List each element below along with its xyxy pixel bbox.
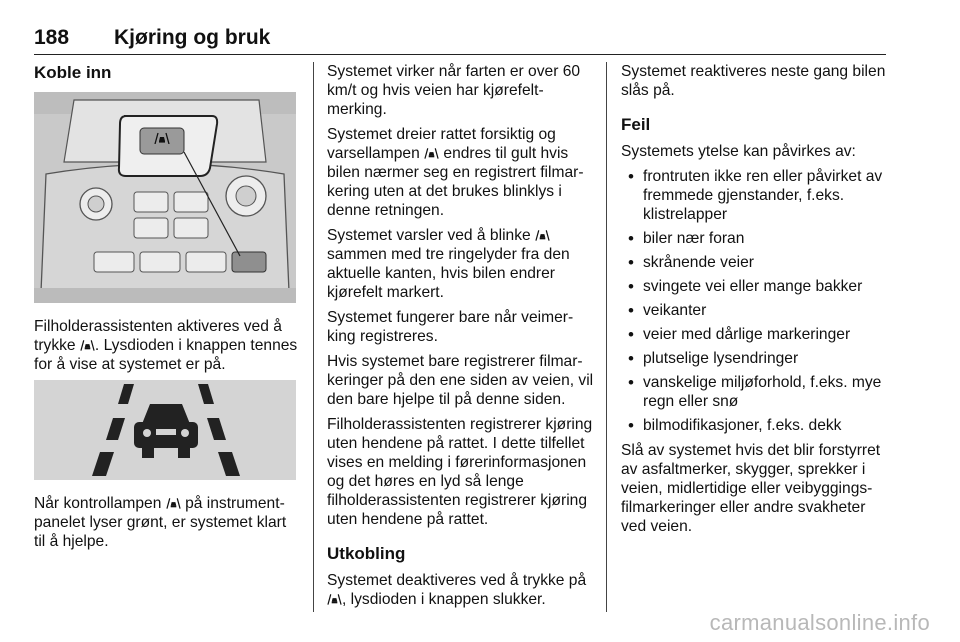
- list-item: • vanskelige miljøforhold, f.eks. mye regn eller snø: [621, 373, 889, 411]
- fault-list: [621, 167, 889, 435]
- column-divider: [606, 62, 607, 612]
- paragraph: Filholderassistenten aktiveres ved å trykke . Lysdioden i knappen tennes for å vise at systemet er på.: [34, 318, 298, 373]
- lane-keep-assist-icon: [327, 593, 342, 605]
- paragraph: Slå av systemet hvis det blir forstyrret av asfaltmerker, skygger, sprekker i veien, midlertidige eller veibyggingsfilmarkeringer eller andre svakheter ved veien.: [621, 442, 881, 535]
- list-item: • veier med dårlige markeringer: [621, 325, 889, 344]
- paragraph: Systemet fungerer bare når veimerking registreres.: [327, 309, 574, 345]
- paragraph: Systemet virker når farten er over 60 km/t og hvis veien har kjørefeltmerking.: [327, 63, 581, 118]
- paragraph: Hvis systemet bare registrerer filmarkeringer på den ene siden av veien, vil den bare hjelpe til på denne siden.: [327, 353, 594, 408]
- lane-keep-assist-icon: [166, 497, 181, 509]
- paragraph: Systemets ytelse kan påvirkes av:: [621, 143, 856, 160]
- list-item: • bilmodifikasjoner, f.eks. dekk: [621, 416, 889, 435]
- lane-keep-assist-icon: [80, 339, 95, 351]
- section-heading-fault: Feil: [621, 115, 651, 134]
- page-header: [34, 26, 886, 55]
- section-heading-disable: Utkobling: [327, 544, 406, 563]
- watermark: carmanualsonline.info: [709, 610, 930, 635]
- list-item: • svingete vei eller mange bakker: [621, 277, 889, 296]
- section-heading-enable: Koble inn: [34, 63, 112, 82]
- paragraph: Systemet dreier rattet forsiktig og varsellampen endres til gult hvis bilen nærmer seg en registrert filmarkering uten at det brukes blinklys i denne retningen.: [327, 126, 584, 219]
- chapter-title: Kjøring og bruk: [114, 26, 271, 49]
- lane-keep-assist-icon: [535, 229, 550, 241]
- list-item: • skrånende veier: [621, 253, 889, 272]
- page-number: 188: [34, 26, 70, 49]
- list-item: • veikanter: [621, 301, 889, 320]
- lane-keep-assist-icon: [424, 147, 439, 159]
- list-item: • plutselige lysendringer: [621, 349, 889, 368]
- column-3: [621, 62, 889, 542]
- paragraph: Systemet deaktiveres ved å trykke på , lysdioden i knappen slukker.: [327, 572, 587, 608]
- lane-assist-symbol-illustration: [34, 380, 296, 480]
- dashboard-button-illustration: [34, 92, 296, 303]
- list-item: • biler nær foran: [621, 229, 889, 248]
- paragraph: Filholderassistenten registrerer kjøring uten hendene på rattet. I dette tilfellet vises en melding i førerinformasjonen og det høres en lyd så lenge filholderassistenten registrerer kjøring uten hendene på rattet.: [327, 416, 593, 528]
- column-divider: [313, 62, 314, 612]
- column-2: [327, 62, 595, 615]
- paragraph: Når kontrollampen på instrumentpanelet lyser grønt, er systemet klart til å hjelpe.: [34, 495, 287, 550]
- column-1: [34, 62, 299, 557]
- paragraph: Systemet reaktiveres neste gang bilen slås på.: [621, 63, 886, 99]
- list-item: • frontruten ikke ren eller påvirket av fremmede gjenstander, f.eks. klistrelapper: [621, 167, 889, 224]
- paragraph: Systemet varsler ved å blinke sammen med tre ringelyder fra den aktuelle kanten, hvis bilen endrer kjørefelt markert.: [327, 227, 570, 301]
